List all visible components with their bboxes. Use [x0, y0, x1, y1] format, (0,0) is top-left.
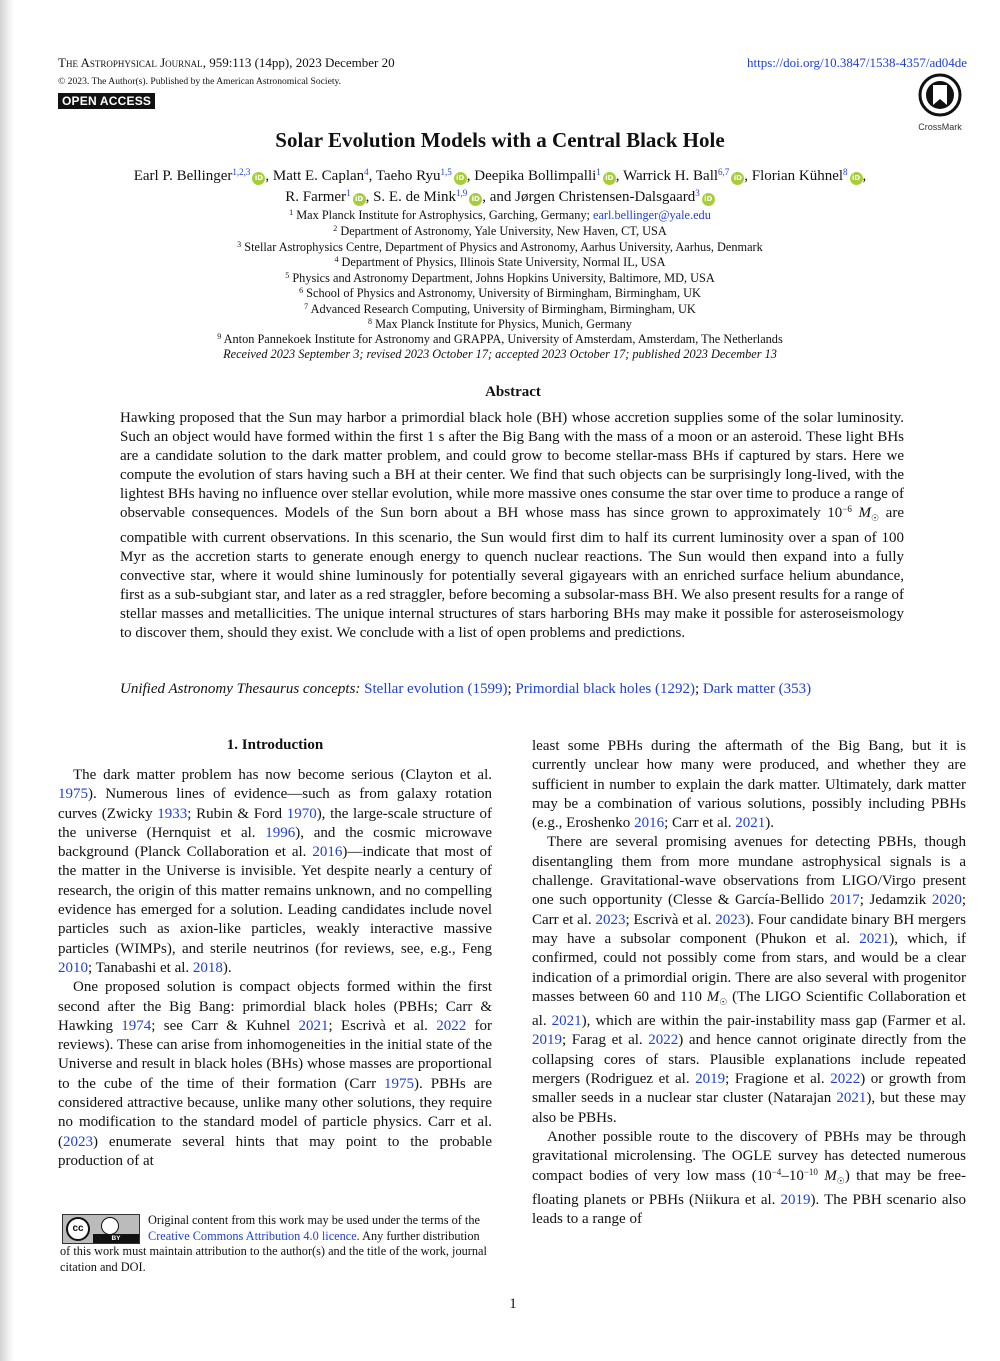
- author[interactable]: Florian Kühnel$^8$iD: [752, 168, 863, 184]
- uat-link[interactable]: Stellar evolution (1599): [364, 681, 508, 697]
- paragraph: Another possible route to the discovery of PBHs may be through gravitational microlensing. The OGLE survey has detected numerous compact bodies of very low mass ($10^{-4}-10^{-10}$ $M_☉$) that may be free-floating planets or PBHs (Niikura et al. 2019). The PBH scenario also leads to a range of: [532, 1128, 967, 1228]
- citation-link[interactable]: 2023: [715, 911, 746, 928]
- affiliation: $^7$ Advanced Research Computing, University of Birmingham, Birmingham, UK: [304, 302, 696, 316]
- citation-link[interactable]: 2022: [830, 1071, 861, 1088]
- affiliation: $^2$ Department of Astronomy, Yale University, New Haven, CT, USA: [333, 224, 667, 238]
- affiliation: $^9$ Anton Pannekoek Institute for Astronomy and GRAPPA, University of Amsterdam, Amsterdam, The Netherlands: [217, 332, 783, 346]
- page-number: 1: [509, 1296, 517, 1312]
- citation-link[interactable]: 2023: [595, 911, 626, 928]
- cc-icon: cc: [66, 1217, 90, 1241]
- author[interactable]: R. Farmer$^1$iD: [285, 189, 365, 205]
- doi-link[interactable]: https://doi.org/10.3847/1538-4357/ad04de: [746, 55, 967, 70]
- copyright-notice: © 2023. The Author(s). Published by the American Astronomical Society.: [58, 76, 342, 87]
- open-access-badge: OPEN ACCESS: [58, 93, 155, 109]
- section-heading: 1. Introduction: [226, 737, 324, 753]
- journal-name: The Astrophysical Journal: [58, 55, 203, 70]
- affiliation: $^6$ School of Physics and Astronomy, University of Birmingham, Birmingham, UK: [299, 286, 701, 300]
- citation-link[interactable]: 2019: [532, 1032, 562, 1049]
- journal-citation: [58, 55, 395, 71]
- orcid-icon[interactable]: iD: [702, 193, 715, 206]
- author[interactable]: Earl P. Bellinger$^{1,2,3}$iD: [134, 168, 266, 184]
- paragraph: There are several promising avenues for detecting PBHs, though disentangling them from more mundane astrophysical signals is a challenge. Gravitational-wave observations from LIGO/Virgo present one such opportunity (Clesse & García-Bellido 2017; Jedamzik 2020; Carr et al. 2023; Escrivà et al. 2023). Four candidate binary BH mergers may have a subsolar component (Phukon et al. 2021), which, if confirmed, could not possibly come from stars, and would be a clear indication of a primordial origin. There are also several with progenitor masses between 60 and 110 $M_☉$ (The LIGO Scientific Collaboration et al. 2021), which are within the pair-instability mass gap (Farmer et al. 2019; Farag et al. 2022) and hence cannot originate directly from the collapsing cores of stars. Plausible explanations include repeated mergers (Rodriguez et al. 2019; Fragione et al. 2022) or growth from smaller seeds in a nuclear star cluster (Natarajan 2021), but these may also be PBHs.: [532, 834, 967, 1126]
- license-notice: cc BY Original content from this work may be used under the terms of the Creative Commons Attribution 4.0 licence. Any further distribution of this work must maintain attribution to the author(s) and the title of the work, journal citation and DOI.: [60, 1213, 487, 1274]
- citation-link[interactable]: 1975: [384, 1075, 415, 1092]
- citation-link[interactable]: 2022: [436, 1017, 467, 1034]
- abstract-heading: Abstract: [485, 384, 541, 400]
- author[interactable]: Matt E. Caplan$^4$: [272, 167, 369, 184]
- citation-link[interactable]: 1970: [286, 805, 317, 822]
- citation-link[interactable]: 2021: [551, 1013, 582, 1030]
- right-column: [532, 737, 966, 1229]
- orcid-icon[interactable]: iD: [454, 172, 467, 185]
- crossmark-icon: [918, 73, 962, 117]
- citation-link[interactable]: 1996: [265, 824, 296, 841]
- citation-link[interactable]: 2019: [695, 1071, 726, 1088]
- orcid-icon[interactable]: iD: [603, 172, 616, 185]
- citation-link[interactable]: 2021: [298, 1017, 329, 1034]
- author[interactable]: Jørgen Christensen-Dalsgaard$^3$iD: [515, 189, 715, 205]
- by-label: BY: [93, 1234, 139, 1243]
- citation-link[interactable]: 2019: [780, 1191, 811, 1208]
- uat-link[interactable]: Primordial black holes (1292): [515, 681, 695, 697]
- received-dates: Received 2023 September 3; revised 2023 October 17; accepted 2023 October 17; published 2023 December 13: [223, 347, 777, 361]
- citation-link[interactable]: 2021: [859, 930, 890, 947]
- crossmark-label: CrossMark: [918, 122, 962, 132]
- citation-info: , 959:113 (14pp), 2023 December 20: [202, 55, 395, 70]
- person-icon: [101, 1217, 119, 1235]
- citation-link[interactable]: 1933: [157, 805, 188, 822]
- citation-link[interactable]: 2018: [192, 959, 223, 976]
- uat-label: Unified Astronomy Thesaurus concepts:: [120, 681, 361, 697]
- author-line-2: R. Farmer$^1$iD , S. E. de Mink$^{1,9}$iD , and Jørgen Christensen-Dalsgaard$^3$iD: [0, 189, 1000, 206]
- license-link[interactable]: Creative Commons Attribution 4.0 licence: [148, 1228, 357, 1243]
- citation-link[interactable]: 2017: [829, 892, 860, 909]
- citation-link[interactable]: 1975: [58, 786, 88, 803]
- citation-link[interactable]: 2022: [648, 1032, 679, 1049]
- cc-by-badge[interactable]: [62, 1214, 140, 1244]
- author[interactable]: Taeho Ryu$^{1,5}$iD: [376, 168, 467, 184]
- citation-link[interactable]: 2023: [63, 1133, 93, 1150]
- paragraph: One proposed solution is compact objects formed within the first second after the Big Bang: primordial black holes (PBHs; Carr & Hawking 1974; see Carr & Kuhnel 2021; Escrivà et al. 2022 for reviews). These can arise from inhomogeneities in the initial state of the Universe and result in black holes (BHs) whose masses are proportional to the cube of the time of their formation (Carr 1975). PBHs are considered attractive because, unlike many other solutions, they require no modification to the standard model of particle physics. Carr et al. (2023) enumerate several hints that may point to the probable production of at: [58, 979, 492, 1169]
- affiliation: $^8$ Max Planck Institute for Physics, Munich, Germany: [368, 317, 632, 331]
- author[interactable]: Warrick H. Ball$^{6,7}$iD: [623, 168, 744, 184]
- left-column: [58, 766, 492, 1171]
- orcid-icon[interactable]: iD: [353, 193, 366, 206]
- affiliation: $^5$ Physics and Astronomy Department, Johns Hopkins University, Baltimore, MD, USA: [285, 271, 715, 285]
- citation-link[interactable]: 2021: [836, 1090, 867, 1107]
- orcid-icon[interactable]: iD: [469, 193, 482, 206]
- citation-link[interactable]: 2010: [58, 959, 88, 976]
- author[interactable]: S. E. de Mink$^{1,9}$iD: [373, 189, 482, 205]
- paragraph: The dark matter problem has now become serious (Clayton et al. 1975). Numerous lines of evidence—such as from galaxy rotation curves (Zwicky 1933; Rubin & Ford 1970), the large-scale structure of the universe (Hernquist et al. 1996), and the cosmic microwave background (Planck Collaboration et al. 2016)—indicate that most of the matter in the Universe is invisible. Yet despite nearly a century of research, the origin of this matter remains unknown, and no compelling evidence has emerged for a solution. Leading candidates include novel particles such as axion-like particles, weakly interactive massive particles (WIMPs), and sterile neutrinos (for reviews, see, e.g., Feng 2010; Tanabashi et al. 2018).: [58, 767, 492, 976]
- email-link[interactable]: earl.bellinger@yale.edu: [593, 208, 711, 222]
- paragraph: least some PBHs during the aftermath of the Big Bang, but it is currently unclear how many were produced, and whether they are sufficient in number to explain the dark matter. Ultimately, dark matter may be a combination of various solutions, possibly including PBHs (e.g., Eroshenko 2016; Carr et al. 2021).: [532, 738, 966, 832]
- orcid-icon[interactable]: iD: [731, 172, 744, 185]
- affiliation: $^3$ Stellar Astrophysics Centre, Department of Physics and Astronomy, Aarhus University, Aarhus, Denmark: [237, 240, 763, 254]
- affiliation: $^1$ Max Planck Institute for Astrophysics, Garching, Germany; earl.bellinger@yale.edu: [289, 208, 711, 222]
- affiliation: $^4$ Department of Physics, Illinois State University, Normal IL, USA: [334, 255, 666, 269]
- orcid-icon[interactable]: iD: [252, 172, 265, 185]
- citation-link[interactable]: 2016: [312, 844, 343, 861]
- abstract-text: Hawking proposed that the Sun may harbor a primordial black hole (BH) whose accretion supplies some of the solar luminosity. Such an object would have formed within the first 1 s after the Big Bang with the mass of a moon or an asteroid. These light BHs are a candidate solution to the dark matter problem, and could grow to become stellar-mass BHs if captured by stars. Here we compute the evolution of stars having such a BH at their center. We find that such objects can be surprisingly long-lived, with the lightest BHs having no influence over stellar evolution, while more massive ones consume the star over time to produce a range of observable consequences. Models of the Sun born about a BH whose mass has since grown to approximately $10^{-6}$ $M_☉$ are compatible with current observations. In this scenario, the Sun would first dim to half its current luminosity over a span of 100 Myr as the accretion starts to generate enough energy to quench nuclear reactions. The Sun would then expand into a fully convective star, where it would shine luminously for potentially several gigayears with an enriched surface helium abundance, first as a sub-subgiant star, and later as a red straggler, before becoming a subsolar-mass BH. We also present results for a range of stellar masses and metallicities. The unique internal structures of stars harboring BHs may make it possible for asteroseismology to discover them, should they exist. We conclude with a list of open problems and predictions.: [120, 410, 904, 642]
- orcid-icon[interactable]: iD: [850, 172, 863, 185]
- citation-link[interactable]: 2021: [735, 815, 766, 832]
- author[interactable]: Deepika Bollimpalli$^1$iD: [474, 168, 616, 184]
- citation-link[interactable]: 2020: [931, 892, 962, 909]
- citation-link[interactable]: 2016: [634, 815, 665, 832]
- uat-link[interactable]: Dark matter (353): [702, 681, 812, 697]
- citation-link[interactable]: 1974: [121, 1017, 152, 1034]
- uat-concepts: Unified Astronomy Thesaurus concepts: Stellar evolution (1599); Primordial black holes (1292); Dark matter (353): [120, 681, 812, 697]
- author-line-1: Earl P. Bellinger$^{1,2,3}$iD , Matt E. Caplan$^4$, Taeho Ryu$^{1,5}$iD , Deepika Bollimpalli$^1$iD , Warrick H. Ball$^{6,7}$iD , Florian Kühnel$^8$iD ,: [133, 167, 867, 184]
- paper-title: Solar Evolution Models with a Central Black Hole: [275, 128, 725, 152]
- crossmark-button[interactable]: [910, 73, 970, 132]
